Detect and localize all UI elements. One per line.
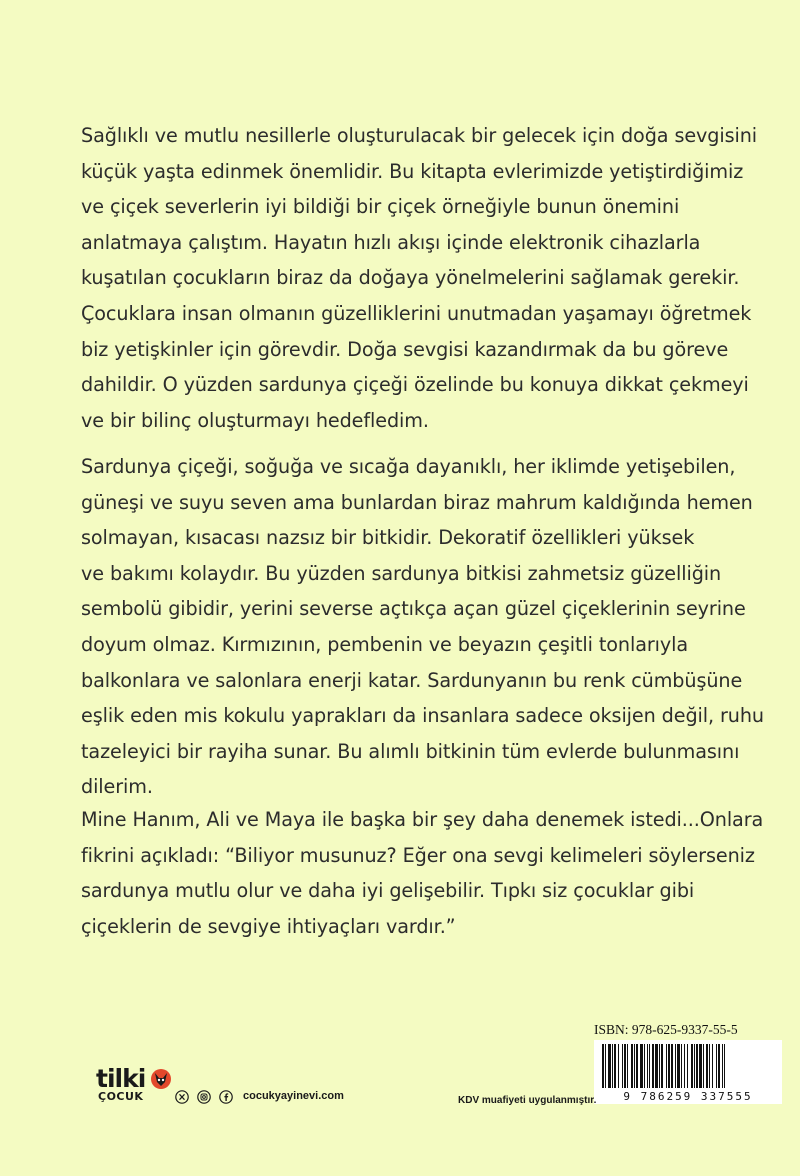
text-line: sardunya mutlu olur ve daha iyi gelişebilir. Tıpkı siz çocuklar gibi bbox=[81, 879, 695, 903]
x-icon[interactable] bbox=[175, 1090, 189, 1104]
description-paragraph-2 bbox=[81, 449, 764, 805]
text-line: güneşi ve suyu seven ama bunlardan biraz mahrum kaldığında hemen bbox=[81, 490, 753, 514]
facebook-icon[interactable] bbox=[219, 1090, 233, 1104]
text-line: Sağlıklı ve mutlu nesillerle oluşturulacak bir gelecek için doğa sevgisini bbox=[81, 124, 758, 147]
text-line: eşlik eden mis kokulu yaprakları da insanlara sadece oksijen değil, ruhu bbox=[81, 704, 764, 728]
fox-icon bbox=[150, 1068, 172, 1090]
isbn-label: ISBN: 978-625-9337-55-5 bbox=[594, 1022, 738, 1037]
text-line: anlatmaya çalıştım. Hayatın hızlı akışı içinde elektronik cihazlarla bbox=[81, 230, 701, 254]
logo-wordmark: tilki bbox=[96, 1064, 146, 1093]
text-line: kuşatılan çocukların biraz da doğaya yönelmelerini sağlamak gerekir. bbox=[81, 266, 740, 290]
instagram-icon[interactable] bbox=[197, 1090, 211, 1104]
text-line: ve çiçek severlerin iyi bildiği bir çiçek örneğiyle bunun önemini bbox=[81, 195, 680, 219]
kdv-note: KDV muafiyeti uygulanmıştır. bbox=[458, 1095, 597, 1106]
text-line: doyum olmaz. Kırmızının, pembenin ve beyazın çeşitli tonlarıyla bbox=[81, 632, 689, 656]
text-line: biz yetişkinler için görevdir. Doğa sevgisi kazandırmak da bu göreve bbox=[81, 337, 729, 361]
text-line: solmayan, kısacası nazsız bir bitkidir. Dekoratif özellikleri yüksek bbox=[81, 526, 695, 550]
text-line: sembolü gibidir, yerini severse açtıkça açan güzel çiçeklerinin seyrine bbox=[81, 597, 746, 621]
publisher-logo bbox=[96, 1064, 172, 1110]
text-line: ve bakımı kolaydır. Bu yüzden sardunya bitkisi zahmetsiz güzelliğin bbox=[81, 561, 722, 585]
text-line: ve bir bilinç oluşturmayı hedefledim. bbox=[81, 408, 429, 432]
text-line: küçük yaşta edinmek önemlidir. Bu kitapta evlerimizde yetiştirdiğimiz bbox=[81, 159, 744, 183]
barcode-bars bbox=[594, 1040, 782, 1090]
publisher-website[interactable]: cocukyayinevi.com bbox=[243, 1090, 344, 1102]
isbn-barcode bbox=[594, 1040, 782, 1104]
description-paragraph-3 bbox=[81, 802, 764, 944]
text-line: dahildir. O yüzden sardunya çiçeği özelinde bu konuya dikkat çekmeyi bbox=[81, 373, 749, 397]
text-line: Mine Hanım, Ali ve Maya ile başka bir şey daha denemek istedi...Onlara bbox=[81, 808, 764, 831]
text-line: dilerim. bbox=[81, 775, 153, 799]
text-line: fikrini açıkladı: “Biliyor musunuz? Eğer ona sevgi kelimeleri söylerseniz bbox=[81, 843, 755, 867]
barcode-digits: 9 786259 337555 bbox=[594, 1090, 782, 1103]
text-line: çiçeklerin de sevgiye ihtiyaçları vardır.” bbox=[81, 914, 456, 938]
description-paragraph-1 bbox=[81, 118, 758, 438]
text-line: Çocuklara insan olmanın güzelliklerini unutmadan yaşamayı öğretmek bbox=[81, 301, 752, 325]
logo-subword: ÇOCUK bbox=[98, 1090, 144, 1103]
text-line: balkonlara ve salonlara enerji katar. Sardunyanın bu renk cümbüşüne bbox=[81, 668, 743, 692]
text-line: tazeleyici bir rayiha sunar. Bu alımlı bitkinin tüm evlerde bulunmasını bbox=[81, 739, 740, 763]
text-line: Sardunya çiçeği, soğuğa ve sıcağa dayanıklı, her iklimde yetişebilen, bbox=[81, 455, 736, 478]
